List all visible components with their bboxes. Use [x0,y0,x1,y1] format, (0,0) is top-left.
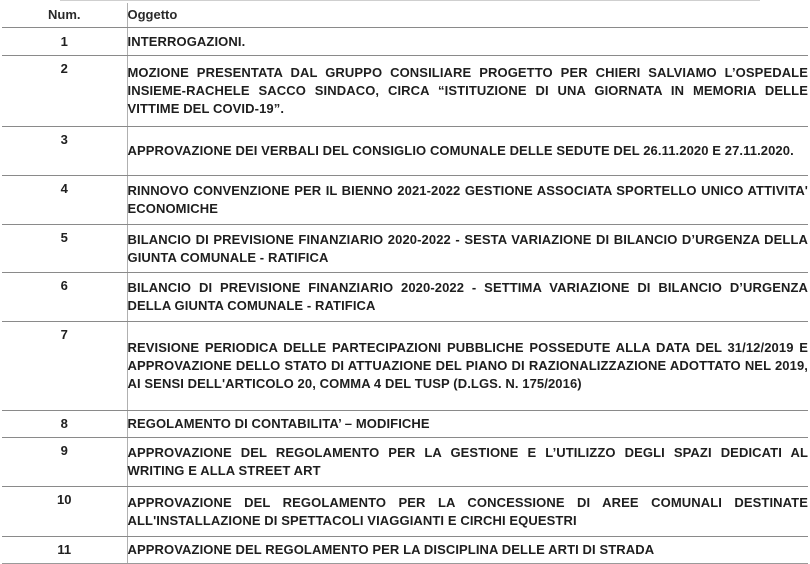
row-number: 5 [2,225,127,273]
table-row [2,176,808,225]
row-subject: APPROVAZIONE DEI VERBALI DEL CONSIGLIO COMUNALE DELLE SEDUTE DEL 26.11.2020 E 27.11.2020. [127,127,808,176]
row-subject: BILANCIO DI PREVISIONE FINANZIARIO 2020-2022 - SESTA VARIAZIONE DI BILANCIO D’URGENZA DELLA GIUNTA COMUNALE - RATIFICA [127,225,808,273]
row-subject: APPROVAZIONE DEL REGOLAMENTO PER LA DISCIPLINA DELLE ARTI DI STRADA [127,537,808,564]
table-row [2,411,808,438]
row-number: 2 [2,56,127,127]
table-row [2,438,808,487]
table-row [2,127,808,176]
row-subject: APPROVAZIONE DEL REGOLAMENTO PER LA GESTIONE E L’UTILIZZO DEGLI SPAZI DEDICATI AL WRITING E ALLA STREET ART [127,438,808,487]
agenda-table [2,3,808,564]
row-subject: INTERROGAZIONI. [127,28,808,56]
row-number: 3 [2,127,127,176]
row-number: 10 [2,487,127,537]
row-number: 11 [2,537,127,564]
row-number: 1 [2,28,127,56]
table-row [2,225,808,273]
row-subject: REGOLAMENTO DI CONTABILITA’ – MODIFICHE [127,411,808,438]
table-row [2,537,808,564]
table-row [2,28,808,56]
row-subject: RINNOVO CONVENZIONE PER IL BIENNO 2021-2022 GESTIONE ASSOCIATA SPORTELLO UNICO ATTIVITA' ECONOMICHE [127,176,808,225]
row-number: 9 [2,438,127,487]
table-header-row [2,3,808,28]
table-row [2,322,808,411]
row-number: 8 [2,411,127,438]
row-number: 4 [2,176,127,225]
row-number: 6 [2,273,127,322]
table-row [2,56,808,127]
header-subject: Oggetto [127,3,808,28]
header-num: Num. [2,3,127,28]
table-row [2,273,808,322]
row-subject: REVISIONE PERIODICA DELLE PARTECIPAZIONI PUBBLICHE POSSEDUTE ALLA DATA DEL 31/12/2019 E APPROVAZIONE DELLO STATO DI ATTUAZIONE DEL PIANO DI RAZIONALIZZAZIONE ADOTTATO NEL 2019, AI SENSI DELL'ARTICOLO 20, COMMA 4 DEL TUSP (D.LGS. N. 175/2016) [127,322,808,411]
row-subject: BILANCIO DI PREVISIONE FINANZIARIO 2020-2022 - SETTIMA VARIAZIONE DI BILANCIO D’URGENZA DELLA GIUNTA COMUNALE - RATIFICA [127,273,808,322]
row-number: 7 [2,322,127,411]
table-row [2,487,808,537]
row-subject: APPROVAZIONE DEL REGOLAMENTO PER LA CONCESSIONE DI AREE COMUNALI DESTINATE ALL'INSTALLAZIONE DI SPETTACOLI VIAGGIANTI E CIRCHI EQUESTRI [127,487,808,537]
scan-edge-line [60,0,760,1]
row-subject: MOZIONE PRESENTATA DAL GRUPPO CONSILIARE PROGETTO PER CHIERI SALVIAMO L’OSPEDALE INSIEME-RACHELE SACCO SINDACO, CIRCA “ISTITUZIONE DI UNA GIORNATA IN MEMORIA DELLE VITTIME DEL COVID-19”. [127,56,808,127]
